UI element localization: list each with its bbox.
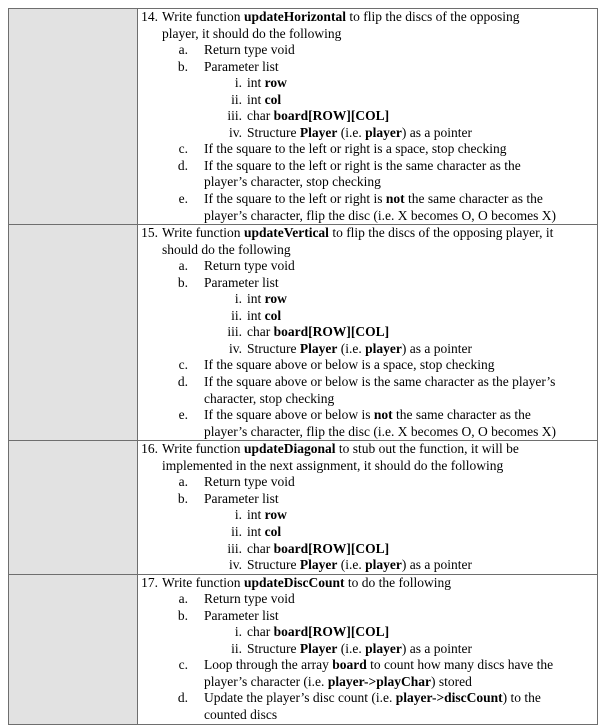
row-marker-cell: [9, 441, 138, 574]
subitem-line: [138, 275, 597, 292]
requirement-cell: [138, 9, 598, 225]
subitem-text: player’s character, flip the disc (i.e. X becomes O, O becomes X): [204, 423, 556, 439]
subitem-text: If the square above or below is not the same character as the: [204, 407, 531, 423]
subitem-line: [138, 407, 597, 424]
requirement-title-line: [138, 458, 597, 475]
parameter-label: ii.: [231, 523, 242, 539]
subitem-label: a.: [178, 591, 188, 607]
parameter-line: [138, 324, 597, 341]
parameter-text: Structure Player (i.e. player) as a pointer: [247, 340, 472, 356]
subitem-line: [138, 591, 597, 608]
bold-term: updateHorizontal: [243, 9, 346, 24]
bold-term: board[ROW][COL]: [273, 540, 390, 556]
requirement-title-text: Write function updateVertical to flip the discs of the opposing player, it: [162, 225, 554, 241]
bold-term: row: [264, 291, 287, 307]
subitem-line: [138, 357, 597, 374]
bold-term: row: [264, 75, 287, 91]
bold-term: Player: [299, 340, 338, 356]
bold-term: player->discCount: [395, 690, 503, 706]
subitem-line: [138, 42, 597, 59]
subitem-line: [138, 141, 597, 158]
bold-term: updateVertical: [243, 225, 329, 241]
subitem-text: Parameter list: [204, 490, 279, 506]
parameter-text: int col: [247, 91, 282, 107]
parameter-text: char board[ROW][COL]: [247, 540, 390, 556]
parameter-line: [138, 541, 597, 558]
subitem-text: player’s character (i.e. player->playChar) stored: [204, 673, 472, 689]
subitem-line: [138, 424, 597, 441]
subitem-label: c.: [178, 141, 188, 157]
requirement-number: 14.: [141, 9, 158, 24]
bold-term: col: [264, 307, 282, 323]
subitem-text: character, stop checking: [204, 390, 335, 406]
requirement-title-line: [138, 26, 597, 43]
subitem-label: d.: [177, 157, 188, 173]
parameter-text: Structure Player (i.e. player) as a pointer: [247, 640, 472, 656]
subitem-text: If the square to the left or right is the same character as the: [204, 157, 521, 173]
subitem-label: b.: [177, 58, 188, 74]
requirement-title-line: [138, 225, 597, 242]
parameter-label: iii.: [227, 540, 242, 556]
subitem-label: c.: [178, 657, 188, 673]
parameter-text: Structure Player (i.e. player) as a pointer: [247, 124, 472, 140]
parameter-text: char board[ROW][COL]: [247, 324, 390, 340]
parameter-label: iv.: [229, 340, 242, 356]
parameter-text: int row: [247, 75, 287, 91]
bold-term: Player: [299, 557, 338, 573]
requirement-cell: [138, 441, 598, 574]
parameter-line: [138, 75, 597, 92]
subitem-text: If the square above or below is the same character as the player’s: [204, 374, 556, 390]
bold-term: updateDiagonal: [243, 441, 336, 457]
subitem-text: Parameter list: [204, 274, 279, 290]
parameter-line: [138, 524, 597, 541]
requirement-title-line: [138, 441, 597, 458]
parameter-line: [138, 641, 597, 658]
subitem-line: [138, 191, 597, 208]
parameter-label: i.: [234, 624, 242, 640]
bold-term: player: [365, 557, 402, 573]
bold-term: player->playChar: [327, 673, 432, 689]
requirement-title-line: [138, 242, 597, 259]
requirement-title-text: should do the following: [162, 241, 291, 257]
parameter-line: [138, 291, 597, 308]
bold-term: board[ROW][COL]: [273, 324, 390, 340]
subitem-line: [138, 174, 597, 191]
requirements-table: [8, 8, 598, 725]
requirement-title-line: [138, 575, 597, 592]
parameter-text: int row: [247, 291, 287, 307]
subitem-text: Return type void: [204, 474, 295, 490]
subitem-line: [138, 707, 597, 724]
requirement-number: 17.: [141, 574, 158, 590]
requirement-cell: [138, 225, 598, 441]
bold-term: Player: [299, 640, 338, 656]
requirement-row: [9, 225, 598, 441]
parameter-label: i.: [234, 291, 242, 307]
subitem-line: [138, 208, 597, 225]
row-marker-cell: [9, 9, 138, 225]
subitem-line: [138, 474, 597, 491]
bold-term: col: [264, 91, 282, 107]
requirement-number: 15.: [141, 225, 158, 241]
subitem-line: [138, 608, 597, 625]
subitem-line: [138, 391, 597, 408]
requirement-row: [9, 441, 598, 574]
requirement-title-text: Write function updateHorizontal to flip the discs of the opposing: [162, 9, 520, 24]
parameter-text: char board[ROW][COL]: [247, 108, 390, 124]
parameter-label: i.: [234, 507, 242, 523]
subitem-line: [138, 657, 597, 674]
parameter-text: int col: [247, 307, 282, 323]
parameter-label: iv.: [229, 124, 242, 140]
subitem-label: b.: [177, 490, 188, 506]
subitem-label: d.: [177, 374, 188, 390]
bold-term: player: [365, 640, 402, 656]
requirement-number: 16.: [141, 441, 158, 457]
subitem-text: Return type void: [204, 258, 295, 274]
subitem-text: If the square to the left or right is a space, stop checking: [204, 141, 507, 157]
parameter-label: ii.: [231, 91, 242, 107]
subitem-text: If the square to the left or right is not the same character as the: [204, 191, 543, 207]
subitem-label: a.: [178, 258, 188, 274]
bold-term: Player: [299, 124, 338, 140]
parameter-line: [138, 507, 597, 524]
bold-term: board[ROW][COL]: [273, 108, 390, 124]
parameter-label: i.: [234, 75, 242, 91]
subitem-text: player’s character, flip the disc (i.e. X becomes O, O becomes X): [204, 207, 556, 223]
requirement-row: [9, 574, 598, 724]
requirement-title-text: Write function updateDiscCount to do the following: [162, 574, 451, 590]
subitem-text: Update the player’s disc count (i.e. player->discCount) to the: [204, 690, 541, 706]
subitem-line: [138, 258, 597, 275]
bold-term: col: [264, 523, 282, 539]
bold-term: not: [385, 191, 405, 207]
subitem-line: [138, 59, 597, 76]
subitem-label: e.: [178, 191, 188, 207]
subitem-text: Parameter list: [204, 607, 279, 623]
subitem-label: a.: [178, 42, 188, 58]
subitem-text: If the square above or below is a space, stop checking: [204, 357, 495, 373]
subitem-line: [138, 690, 597, 707]
parameter-text: int row: [247, 507, 287, 523]
bold-term: board: [332, 657, 367, 673]
requirements-table-body: [9, 9, 598, 725]
parameter-label: iii.: [227, 108, 242, 124]
requirement-cell: [138, 574, 598, 724]
parameter-label: ii.: [231, 307, 242, 323]
requirement-title-text: Write function updateDiagonal to stub out the function, it will be: [162, 441, 519, 457]
subitem-line: [138, 674, 597, 691]
row-marker-cell: [9, 574, 138, 724]
bold-term: board[ROW][COL]: [273, 624, 390, 640]
parameter-text: char board[ROW][COL]: [247, 624, 390, 640]
subitem-text: Return type void: [204, 591, 295, 607]
requirement-title-text: player, it should do the following: [162, 25, 342, 41]
parameter-line: [138, 92, 597, 109]
subitem-line: [138, 158, 597, 175]
requirement-title-text: implemented in the next assignment, it should do the following: [162, 457, 504, 473]
parameter-line: [138, 557, 597, 574]
parameter-label: ii.: [231, 640, 242, 656]
subitem-label: b.: [177, 274, 188, 290]
parameter-label: iv.: [229, 557, 242, 573]
subitem-text: Parameter list: [204, 58, 279, 74]
requirement-row: [9, 9, 598, 225]
parameter-text: Structure Player (i.e. player) as a pointer: [247, 557, 472, 573]
subitem-label: c.: [178, 357, 188, 373]
parameter-label: iii.: [227, 324, 242, 340]
subitem-label: d.: [177, 690, 188, 706]
subitem-label: b.: [177, 607, 188, 623]
parameter-line: [138, 125, 597, 142]
bold-term: row: [264, 507, 287, 523]
requirement-title-line: [138, 9, 597, 26]
parameter-line: [138, 308, 597, 325]
subitem-line: [138, 374, 597, 391]
subitem-line: [138, 491, 597, 508]
subitem-text: player’s character, stop checking: [204, 174, 381, 190]
subitem-text: counted discs: [204, 706, 278, 722]
bold-term: player: [365, 124, 402, 140]
row-marker-cell: [9, 225, 138, 441]
subitem-label: a.: [178, 474, 188, 490]
subitem-label: e.: [178, 407, 188, 423]
bold-term: not: [373, 407, 393, 423]
parameter-line: [138, 108, 597, 125]
parameter-line: [138, 341, 597, 358]
subitem-text: Return type void: [204, 42, 295, 58]
parameter-text: int col: [247, 523, 282, 539]
parameter-line: [138, 624, 597, 641]
bold-term: updateDiscCount: [243, 574, 345, 590]
bold-term: player: [365, 340, 402, 356]
subitem-text: Loop through the array board to count how many discs have the: [204, 657, 554, 673]
